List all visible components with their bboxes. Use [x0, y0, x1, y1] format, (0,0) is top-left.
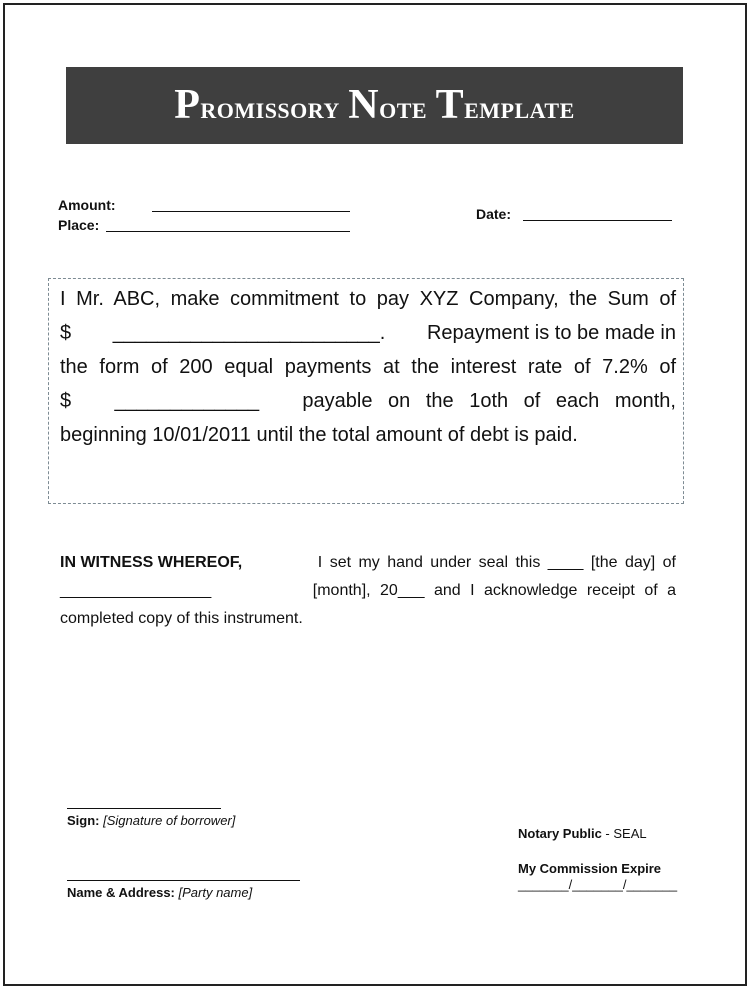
witness-heading: IN WITNESS WHEREOF, — [60, 554, 243, 571]
amount-field[interactable] — [152, 211, 350, 212]
agreement-line-3: the form of 200 equal payments at the interest rate of 7.2% of — [60, 356, 676, 378]
place-field[interactable] — [106, 231, 350, 232]
date-label: Date: — [476, 206, 512, 222]
amount-label: Amount: — [58, 197, 116, 213]
agreement-line-4 — [60, 384, 676, 418]
name-address-label: Name & Address: — [67, 885, 175, 900]
notary-caption — [518, 826, 647, 841]
page-title: Promissory Note Template — [66, 67, 683, 144]
name-address-hint: [Party name] — [178, 885, 253, 900]
agreement-line-2 — [60, 316, 676, 350]
agreement-line-1: I Mr. ABC, make commitment to pay XYZ Company, the Sum of — [60, 288, 676, 310]
witness-paragraph — [60, 549, 676, 633]
sign-label: Sign: — [67, 813, 100, 828]
commission-label: My Commission Expire — [518, 861, 662, 876]
name-address-caption — [67, 885, 252, 900]
notary-label: Notary Public — [518, 826, 602, 841]
payment-blank[interactable]: _____________ — [114, 390, 260, 412]
dollar-sign: $ — [60, 322, 72, 344]
witness-line-2 — [60, 577, 676, 605]
signature-line[interactable] — [67, 808, 221, 809]
place-label: Place: — [58, 217, 100, 233]
date-field[interactable] — [523, 220, 672, 221]
witness-text-1: I set my hand under seal this ____ [the day] of — [317, 554, 676, 571]
name-address-line[interactable] — [67, 880, 300, 881]
repayment-text: Repayment is to be made in — [426, 322, 676, 344]
sign-hint: [Signature of borrower] — [103, 813, 236, 828]
agreement-text — [60, 282, 676, 452]
commission-date-blank[interactable]: _______/_______/_______ — [518, 877, 678, 892]
notary-seal: - SEAL — [605, 826, 647, 841]
witness-line-1 — [60, 549, 676, 577]
dollar-sign: $ — [60, 390, 72, 412]
witness-text-2: [month], 20___ and I acknowledge receipt of a — [312, 582, 676, 599]
agreement-line-5: beginning 10/01/2011 until the total amount of debt is paid. — [60, 424, 578, 446]
sign-caption — [67, 813, 235, 828]
payable-text: payable on the 1oth of each month, — [302, 390, 676, 412]
witness-line-3: completed copy of this instrument. — [60, 610, 303, 627]
sum-blank[interactable]: ________________________. — [112, 322, 386, 344]
month-blank[interactable]: _________________ — [60, 582, 212, 599]
